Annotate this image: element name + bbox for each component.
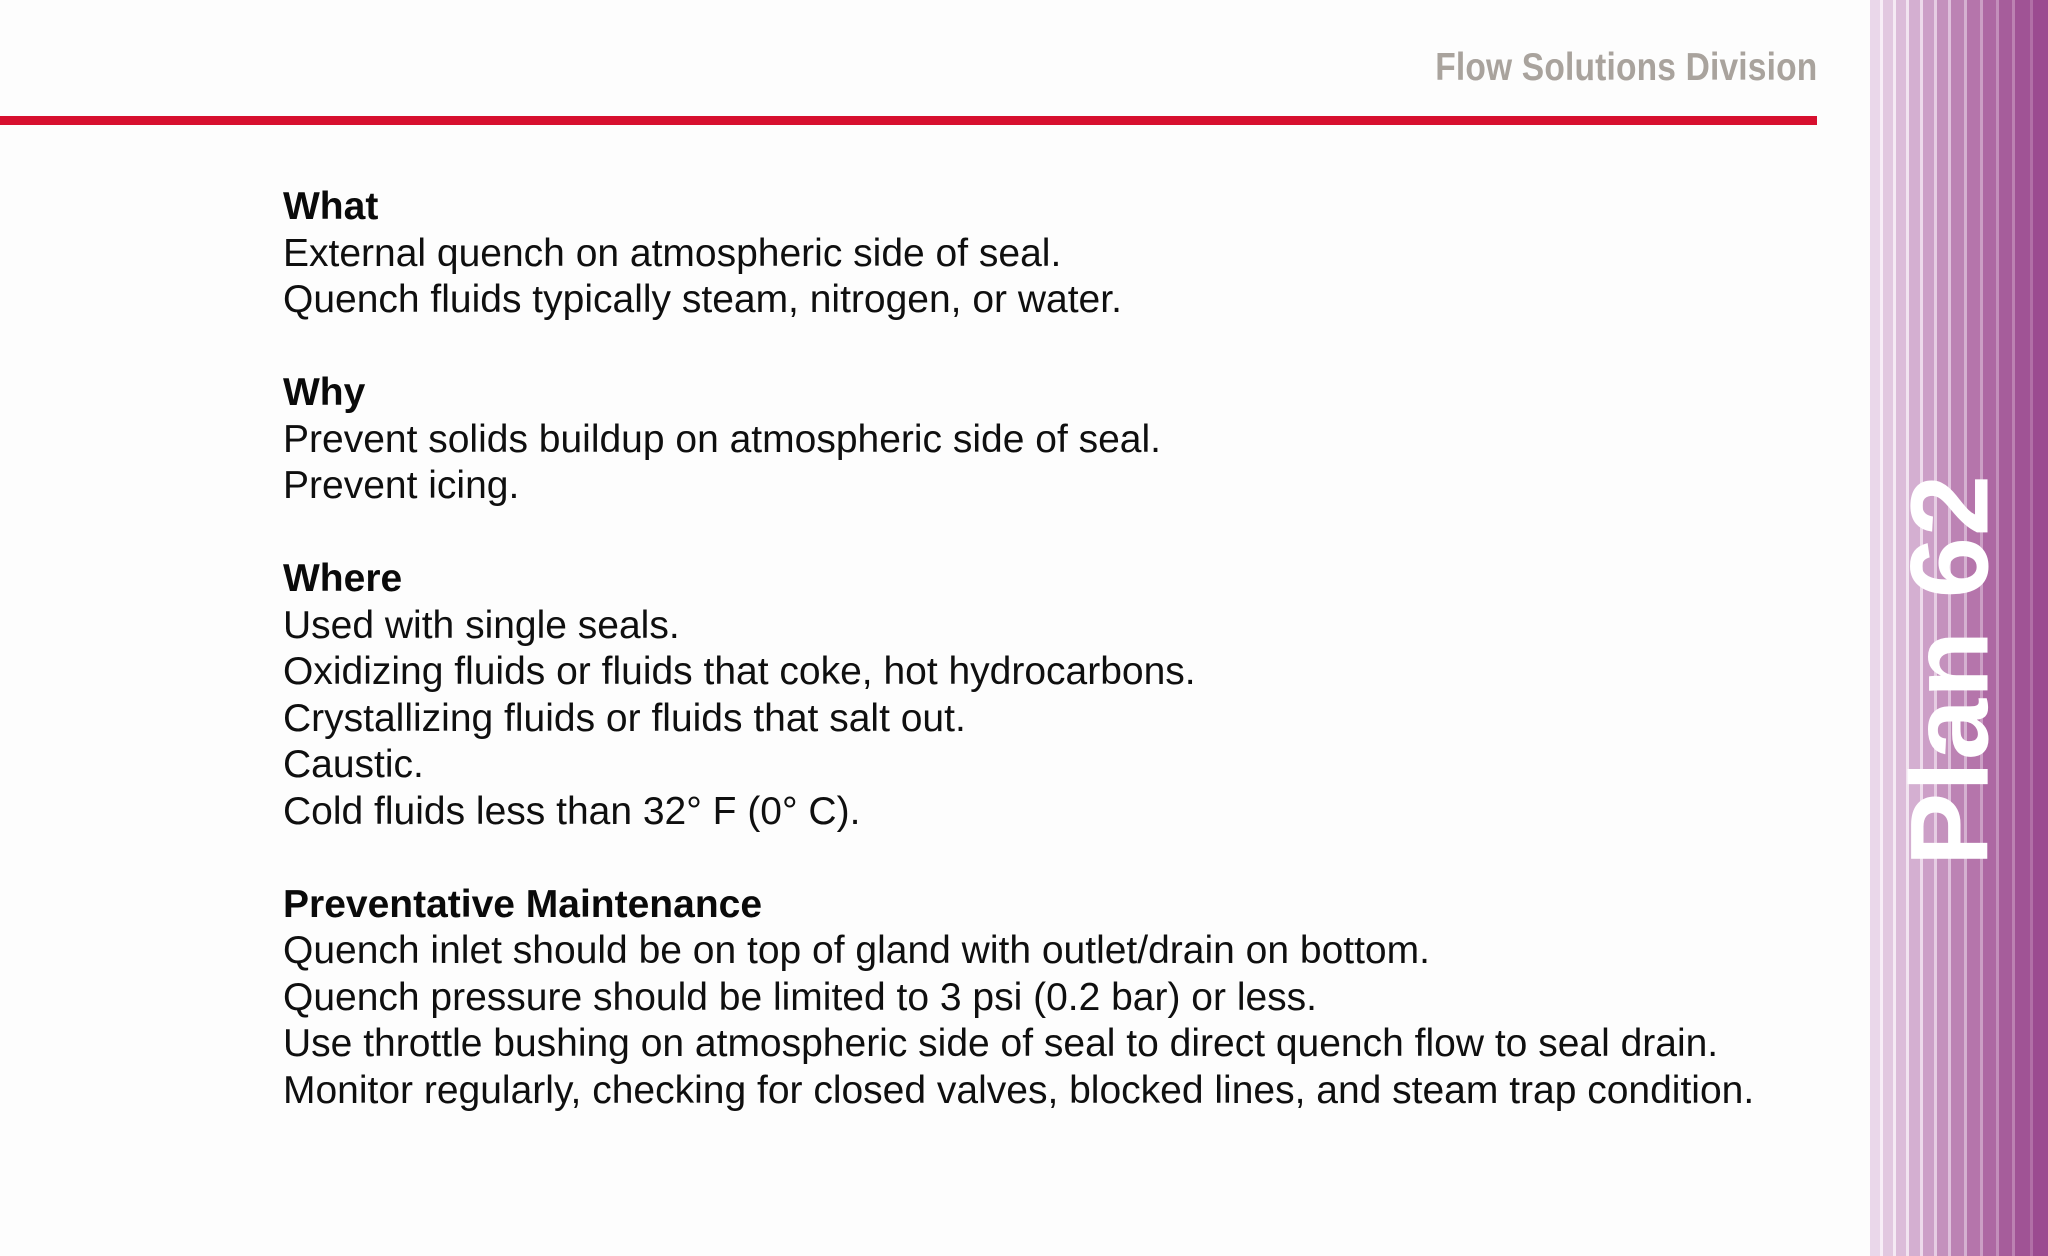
section-line: Quench pressure should be limited to 3 psi (0.2 bar) or less.	[283, 975, 1318, 1019]
section-what	[283, 184, 1843, 324]
section-line: Cold fluids less than 32° F (0° C).	[283, 789, 861, 833]
section-line: Used with single seals.	[283, 603, 680, 647]
section-heading: Preventative Maintenance	[283, 882, 763, 926]
section-line: Oxidizing fluids or fluids that coke, hot hydrocarbons.	[283, 650, 1196, 693]
section-line: Quench fluids typically steam, nitrogen, or water.	[283, 278, 1122, 321]
section-why	[283, 370, 1843, 510]
section-line: Crystallizing fluids or fluids that salt out.	[283, 696, 966, 740]
section-heading: Where	[283, 557, 403, 600]
section-line: Prevent icing.	[283, 464, 520, 507]
section-heading: What	[283, 185, 379, 228]
header-rule	[0, 116, 1817, 125]
plan-title: Plan 62	[1888, 473, 2012, 867]
section-line: Use throttle bushing on atmospheric side of seal to direct quench flow to seal drain.	[283, 1022, 1719, 1065]
slide-content	[283, 184, 1843, 1161]
section-line: External quench on atmospheric side of seal.	[283, 231, 1062, 275]
section-heading: Why	[283, 371, 366, 414]
section-line: Monitor regularly, checking for closed valves, blocked lines, and steam trap condition.	[283, 1068, 1755, 1112]
section-line: Caustic.	[283, 743, 424, 786]
division-label: Flow Solutions Division	[1434, 46, 1817, 89]
section-line: Prevent solids buildup on atmospheric side of seal.	[283, 417, 1161, 461]
section-preventative-maintenance	[283, 882, 1843, 1115]
section-where	[283, 556, 1843, 835]
section-line: Quench inlet should be on top of gland with outlet/drain on bottom.	[283, 929, 1430, 972]
